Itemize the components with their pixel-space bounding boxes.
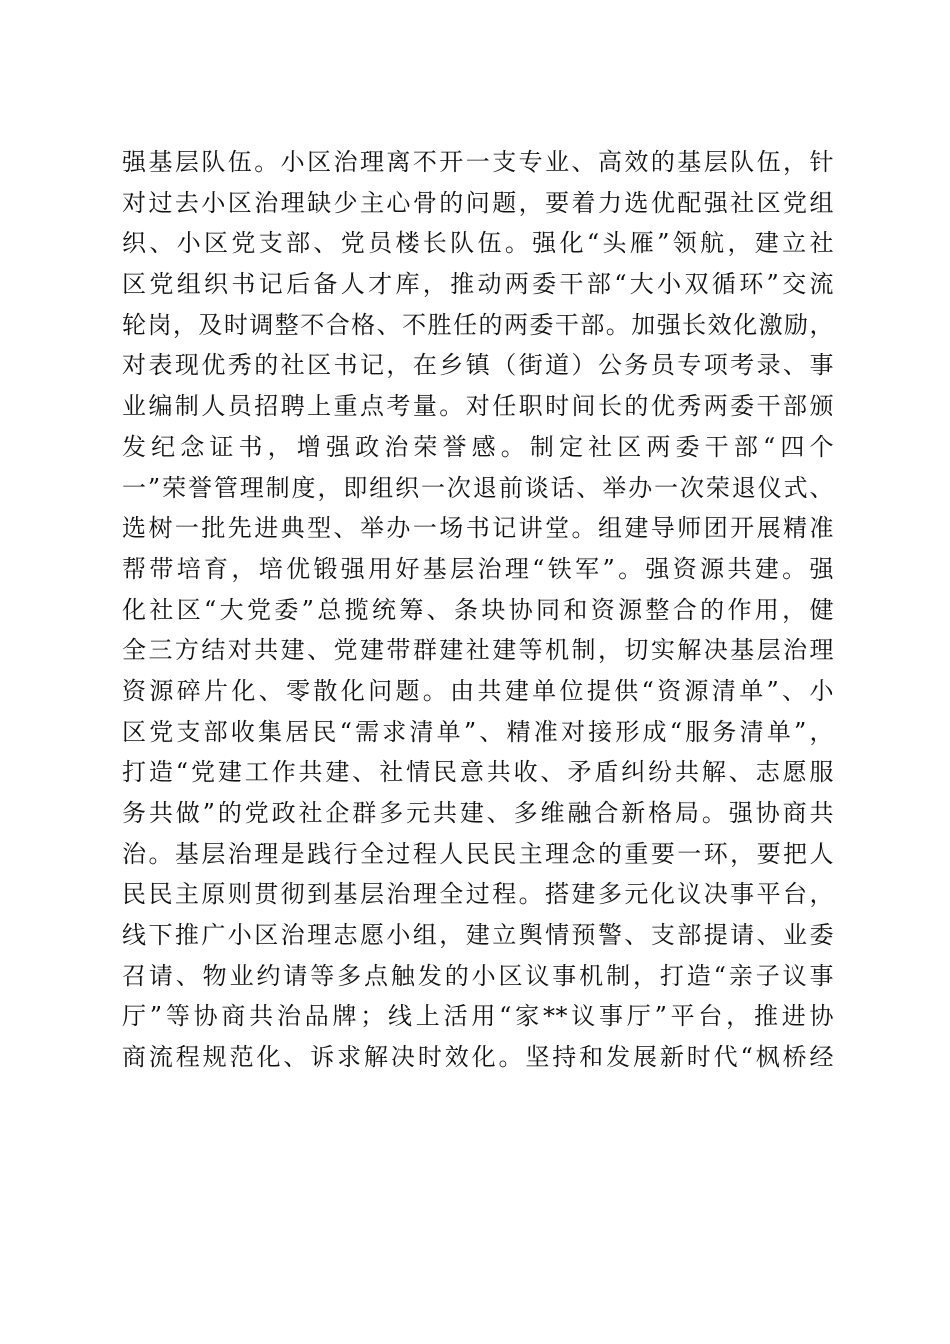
text-line: 对过去小区治理缺少主心骨的问题，要着力选优配强社区党组 xyxy=(122,188,834,217)
text-line: 轮岗，及时调整不合格、不胜任的两委干部。加强长效化激励， xyxy=(122,310,834,339)
text-line: 一”荣誉管理制度，即组织一次退前谈话、举办一次荣退仪式、 xyxy=(122,473,834,502)
body-paragraph xyxy=(122,142,834,1078)
text-line: 治。基层治理是践行全过程人民民主理念的重要一环，要把人 xyxy=(122,839,834,868)
text-line: 厅”等协商共治品牌；线上活用“家**议事厅”平台，推进协 xyxy=(122,1002,834,1031)
text-line: 全三方结对共建、党建带群建社建等机制，切实解决基层治理 xyxy=(122,636,834,665)
text-line: 强基层队伍。小区治理离不开一支专业、高效的基层队伍，针 xyxy=(122,148,834,176)
text-line: 务共做”的党政社企群多元共建、多维融合新格局。强协商共 xyxy=(122,799,834,827)
text-line: 选树一批先进典型、举办一场书记讲堂。组建导师团开展精准 xyxy=(122,514,834,543)
text-line: 打造“党建工作共建、社情民意共收、矛盾纠纷共解、志愿服 xyxy=(122,758,834,787)
text-line: 民民主原则贯彻到基层治理全过程。搭建多元化议决事平台， xyxy=(122,880,834,909)
text-line: 商流程规范化、诉求解决时效化。坚持和发展新时代“枫桥经 xyxy=(122,1043,834,1072)
text-line: 区党组织书记后备人才库，推动两委干部“大小双循环”交流 xyxy=(122,270,834,299)
text-line: 对表现优秀的社区书记，在乡镇（街道）公务员专项考录、事 xyxy=(122,351,834,380)
text-line: 业编制人员招聘上重点考量。对任职时间长的优秀两委干部颁 xyxy=(122,392,834,421)
text-line: 发纪念证书，增强政治荣誉感。制定社区两委干部“四个 xyxy=(122,432,834,461)
text-line: 帮带培育，培优锻强用好基层治理“铁军”。强资源共建。强 xyxy=(122,554,834,583)
text-line: 化社区“大党委”总揽统筹、条块协同和资源整合的作用，健 xyxy=(122,595,834,624)
text-line: 线下推广小区治理志愿小组，建立舆情预警、支部提请、业委 xyxy=(122,921,834,950)
text-line: 资源碎片化、零散化问题。由共建单位提供“资源清单”、小 xyxy=(122,676,834,705)
text-line: 区党支部收集居民“需求清单”、精准对接形成“服务清单”， xyxy=(122,717,834,746)
text-line: 织、小区党支部、党员楼长队伍。强化“头雁”领航，建立社 xyxy=(122,229,834,258)
text-line: 召请、物业约请等多点触发的小区议事机制，打造“亲子议事 xyxy=(122,961,834,990)
